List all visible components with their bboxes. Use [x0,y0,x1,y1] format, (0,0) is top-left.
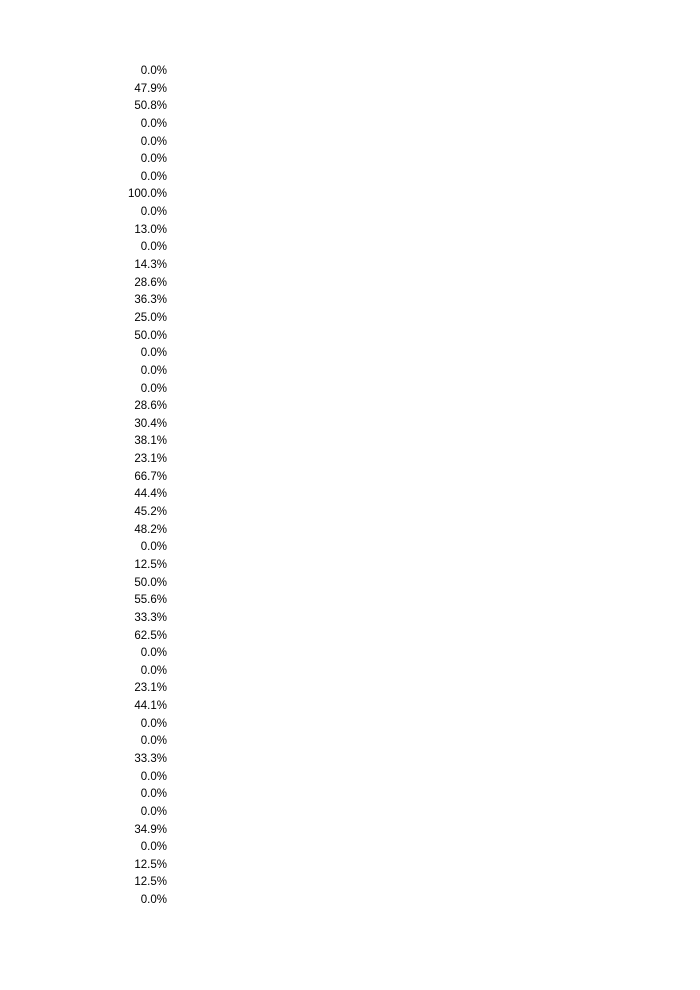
percentage-cell: 33.3% [134,752,167,765]
percentage-cell: 0.0% [140,805,167,818]
percentage-cell: 48.2% [134,523,167,536]
percentage-cell: 50.8% [134,100,167,113]
percentage-cell: 0.0% [140,841,167,854]
percentage-cell: 0.0% [140,647,167,660]
percentage-cell: 0.0% [140,382,167,395]
percentage-cell: 0.0% [140,153,167,166]
percentage-cell: 25.0% [134,311,167,324]
percentage-cell: 12.5% [134,876,167,889]
percentage-cell: 0.0% [140,364,167,377]
percentage-cell: 50.0% [134,329,167,342]
percentage-cell: 14.3% [134,259,167,272]
percentage-cell: 30.4% [134,417,167,430]
percentage-cell: 12.5% [134,558,167,571]
percentage-cell: 44.1% [134,700,167,713]
percentage-cell: 0.0% [140,788,167,801]
percentage-cell: 28.6% [134,400,167,413]
percentage-cell: 0.0% [140,135,167,148]
percentage-cell: 0.0% [140,894,167,907]
percentage-cell: 0.0% [140,117,167,130]
percentage-cell: 0.0% [140,541,167,554]
percentage-cell: 66.7% [134,470,167,483]
percentage-cell: 0.0% [140,664,167,677]
percentage-cell: 0.0% [140,735,167,748]
percentage-cell: 0.0% [140,347,167,360]
percentage-cell: 45.2% [134,506,167,519]
percentage-cell: 28.6% [134,276,167,289]
percentage-column [100,63,167,910]
percentage-cell: 38.1% [134,435,167,448]
percentage-cell: 13.0% [134,223,167,236]
percentage-cell: 50.0% [134,576,167,589]
percentage-cell: 0.0% [140,717,167,730]
percentage-cell: 12.5% [134,858,167,871]
percentage-cell: 34.9% [134,823,167,836]
percentage-cell: 55.6% [134,594,167,607]
percentage-cell: 0.0% [140,206,167,219]
percentage-cell: 47.9% [134,82,167,95]
percentage-cell: 100.0% [127,188,167,201]
percentage-cell: 36.3% [134,294,167,307]
percentage-cell: 23.1% [134,682,167,695]
percentage-cell: 0.0% [140,241,167,254]
percentage-cell: 33.3% [134,611,167,624]
percentage-cell: 23.1% [134,453,167,466]
percentage-cell: 0.0% [140,170,167,183]
percentage-cell: 0.0% [140,770,167,783]
percentage-cell: 0.0% [140,65,167,77]
percentage-cell: 62.5% [134,629,167,642]
percentage-cell: 44.4% [134,488,167,501]
